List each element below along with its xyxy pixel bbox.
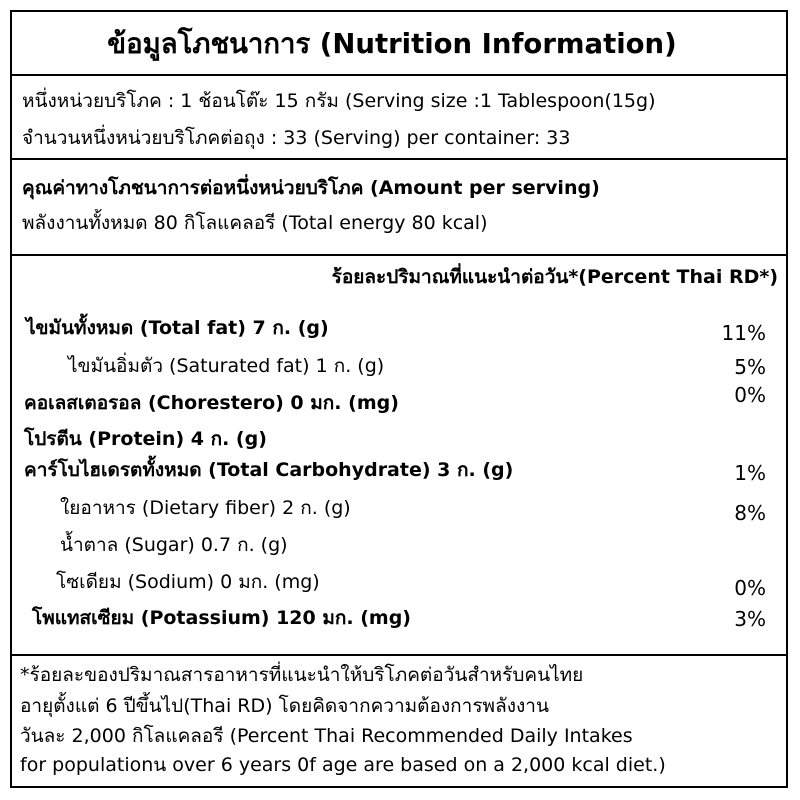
footnote-line-2: อายุตั้งแต่ 6 ปีขึ้นไป(Thai RD) โดยคิดจากความต้องการพลังงาน (20, 695, 549, 717)
percent-potassium: 3% (734, 607, 766, 631)
percent-sodium: 0% (734, 576, 766, 600)
panel-title: ข้อมูลโภชนาการ (Nutrition Information) (107, 27, 677, 60)
divider-amount (12, 254, 786, 256)
nutrient-saturated-fat: ไขมันอิ่มตัว (Saturated fat) 1 ก. (g) (68, 355, 385, 377)
nutrient-total-carbohydrate: คาร์โบไฮเดรตทั้งหมด (Total Carbohydrate) 3 ก. (g) (24, 459, 514, 481)
percent-dietary-fiber: 8% (734, 501, 766, 525)
amount-per-serving-heading: คุณค่าทางโภชนาการต่อหนึ่งหน่วยบริโภค (Amount per serving) (22, 177, 600, 199)
nutrient-sodium: โซเดียม (Sodium) 0 มก. (mg) (56, 571, 320, 593)
nutrient-cholesterol: คอเลสเตอรอล (Chorestero) 0 มก. (mg) (24, 392, 399, 414)
percent-total-fat: 11% (721, 321, 766, 345)
divider-title (12, 74, 786, 76)
divider-serving (12, 158, 786, 160)
footnote-line-4: for populationน over 6 years 0f age are based on a 2,000 kcal diet.) (20, 754, 666, 776)
nutrient-total-fat: ไขมันทั้งหมด (Total fat) 7 ก. (g) (26, 317, 329, 339)
servings-per-container-line: จำนวนหนึ่งหน่วยบริโภคต่อถุง : 33 (Serving) per container: 33 (22, 127, 571, 149)
total-energy-line: พลังงานทั้งหมด 80 กิโลแคลอรี (Total energy 80 kcal) (22, 212, 488, 234)
serving-size-line: หนึ่งหน่วยบริโภค : 1 ช้อนโต๊ะ 15 กรัม (Serving size :1 Tablespoon(15g) (22, 90, 656, 112)
nutrient-potassium: โพแทสเซียม (Potassium) 120 มก. (mg) (32, 607, 411, 629)
percent-total-carbohydrate: 1% (734, 461, 766, 485)
percent-cholesterol: 0% (734, 383, 766, 407)
nutrient-protein: โปรตีน (Protein) 4 ก. (g) (24, 428, 267, 450)
nutrition-panel (10, 10, 788, 788)
percent-thai-rd-heading: ร้อยละปริมาณที่แนะนำต่อวัน*(Percent Thai RD*) (331, 266, 778, 288)
footnote-line-1: *ร้อยละของปริมาณสารอาหารที่แนะนำให้บริโภคต่อวันสำหรับคนไทย (20, 664, 584, 686)
footnote-line-3: วันละ 2,000 กิโลแคลอรี (Percent Thai Recommended Daily Intakes (20, 725, 633, 747)
percent-saturated-fat: 5% (734, 355, 766, 379)
nutrient-dietary-fiber: ใยอาหาร (Dietary fiber) 2 ก. (g) (60, 497, 351, 519)
nutrient-sugar: น้ำตาล (Sugar) 0.7 ก. (g) (60, 534, 288, 556)
divider-footnote (12, 654, 786, 656)
